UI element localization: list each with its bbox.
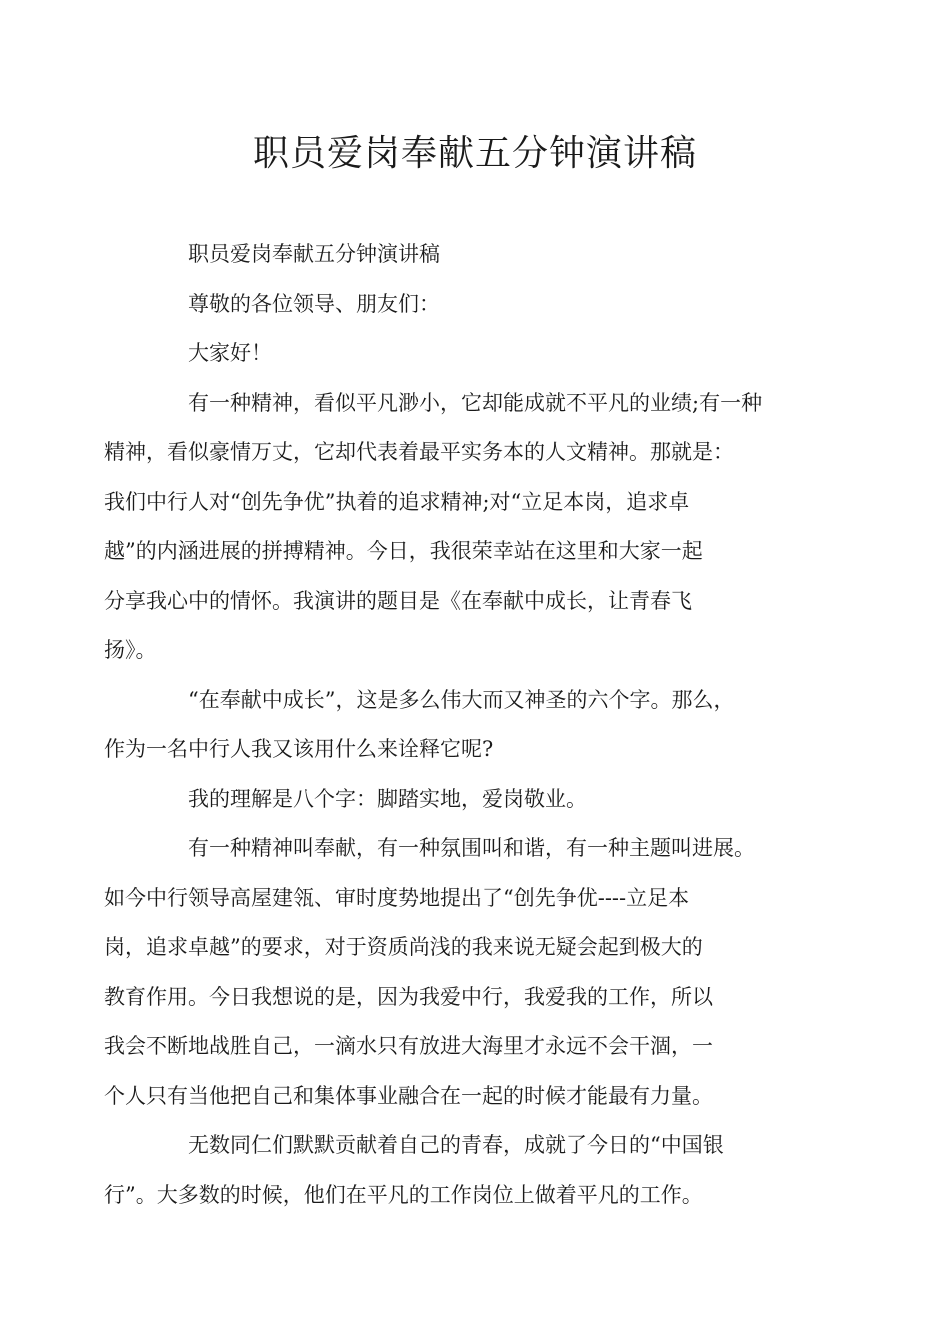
text-line: 我们中行人对“创先争优”执着的追求精神;对“立足本岗，追求卓 <box>104 489 690 514</box>
text-line: 有一种精神，看似平凡渺小，它却能成就不平凡的业绩;有一种 <box>188 390 763 415</box>
text-line: 尊敬的各位领导、朋友们： <box>188 291 440 316</box>
text-line: 扬》。 <box>104 638 157 662</box>
text-line: 我会不断地战胜自己，一滴水只有放进大海里才永远不会干涸，一 <box>104 1034 713 1058</box>
text-line: 大家好！ <box>188 341 272 365</box>
text-line: 职员爱岗奉献五分钟演讲稿 <box>188 242 440 266</box>
paragraph-growth <box>104 676 810 775</box>
text-line: 分享我心中的情怀。我演讲的题目是《在奉献中成长，让青春飞 <box>104 588 692 613</box>
text-line: 岗，追求卓越”的要求，对于资质尚浅的我来说无疑会起到极大的 <box>104 935 703 959</box>
text-line: “在奉献中成长”，这是多么伟大而又神圣的六个字。那么， <box>188 687 735 712</box>
paragraph-spirit <box>104 379 810 676</box>
paragraph-greeting <box>146 329 810 379</box>
text-line: 无数同仁们默默贡献着自己的青春，成就了今日的“中国银 <box>188 1133 724 1157</box>
document-body <box>104 230 810 1220</box>
paragraph-colleagues <box>104 1121 810 1220</box>
paragraph-heading-repeat <box>146 230 810 280</box>
paragraph-dedication <box>104 824 810 1121</box>
document-title: 职员爱岗奉献五分钟演讲稿 <box>252 133 697 174</box>
text-line: 如今中行领导高屋建瓴、审时度势地提出了“创先争优----立足本 <box>104 885 690 910</box>
text-line: 行”。大多数的时候，他们在平凡的工作岗位上做着平凡的工作。 <box>104 1182 703 1207</box>
text-line: 越”的内涵进展的拼搏精神。今日，我很荣幸站在这里和大家一起 <box>104 539 703 563</box>
text-line: 精神，看似豪情万丈，它却代表着最平实务本的人文精神。那就是： <box>104 440 734 464</box>
text-line: 作为一名中行人我又该用什么来诠释它呢? <box>104 737 494 761</box>
text-line: 有一种精神叫奉献，有一种氛围叫和谐，有一种主题叫进展。 <box>188 836 755 860</box>
text-line: 我的理解是八个字：脚踏实地，爱岗敬业。 <box>188 786 587 811</box>
paragraph-salutation <box>146 280 810 330</box>
text-line: 个人只有当他把自己和集体事业融合在一起的时候才能最有力量。 <box>104 1083 713 1108</box>
paragraph-understanding <box>146 775 810 825</box>
text-line: 教育作用。今日我想说的是，因为我爱中行，我爱我的工作，所以 <box>104 984 713 1009</box>
